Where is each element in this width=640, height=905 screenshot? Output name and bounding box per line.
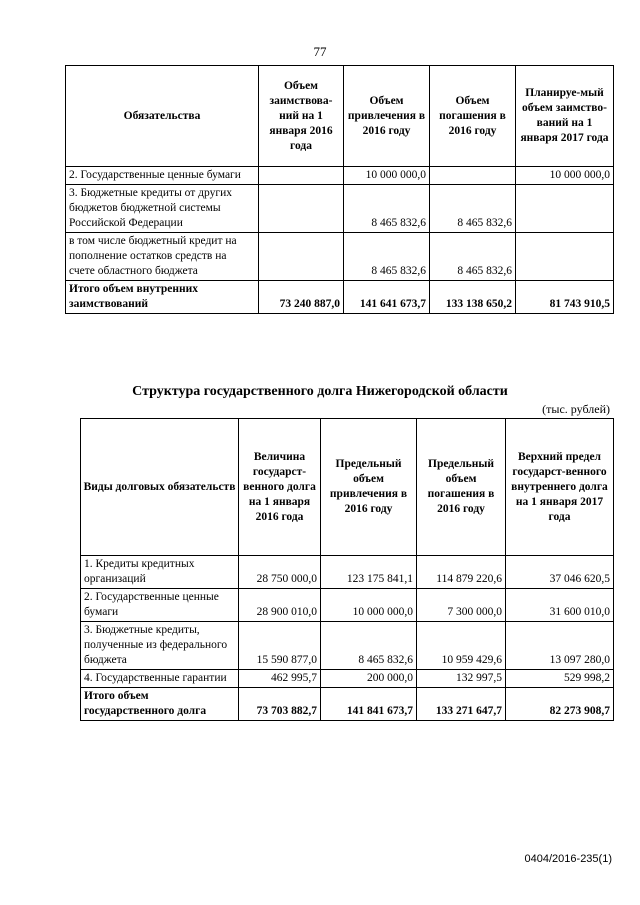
column-header: Виды долговых обязательств [81, 419, 239, 556]
column-header: Обязательства [66, 66, 259, 167]
row-label: Итого объем государственного долга [81, 688, 239, 721]
table-cell [430, 167, 516, 185]
document-code: 0404/2016-235(1) [524, 853, 612, 865]
table-cell: 133 271 647,7 [417, 688, 506, 721]
column-header: Верхний предел государст-венного внутреннего долга на 1 января 2017 года [506, 419, 614, 556]
table-cell: 28 900 010,0 [239, 589, 321, 622]
table-cell: 10 959 429,6 [417, 622, 506, 670]
table-cell: 141 841 673,7 [321, 688, 417, 721]
table-cell: 8 465 832,6 [344, 233, 430, 281]
table-row [66, 233, 614, 281]
row-label: в том числе бюджетный кредит на пополнение остатков средств на счете областного бюджета [66, 233, 259, 281]
table-cell: 73 703 882,7 [239, 688, 321, 721]
table-cell: 132 997,5 [417, 670, 506, 688]
table-cell [259, 185, 344, 233]
table-cell: 200 000,0 [321, 670, 417, 688]
borrowings-table [65, 65, 614, 314]
column-header: Планируе-мый объем заимство-ваний на 1 января 2017 года [516, 66, 614, 167]
section-title: Структура государственного долга Нижегородской области [132, 384, 508, 399]
table-header-row [81, 419, 614, 556]
table-cell: 82 273 908,7 [506, 688, 614, 721]
table-cell: 529 998,2 [506, 670, 614, 688]
table-cell: 8 465 832,6 [430, 233, 516, 281]
table-row [81, 670, 614, 688]
table-cell: 37 046 620,5 [506, 556, 614, 589]
table-cell: 7 300 000,0 [417, 589, 506, 622]
row-label: 2. Государственные ценные бумаги [66, 167, 259, 185]
table-cell [259, 167, 344, 185]
table-cell: 10 000 000,0 [516, 167, 614, 185]
table-cell: 8 465 832,6 [321, 622, 417, 670]
column-header: Объем привлечения в 2016 году [344, 66, 430, 167]
column-header: Объем заимствова-ний на 1 января 2016 года [259, 66, 344, 167]
table-cell: 13 097 280,0 [506, 622, 614, 670]
table-row [81, 622, 614, 670]
table-cell: 114 879 220,6 [417, 556, 506, 589]
table-cell [516, 233, 614, 281]
total-row [81, 688, 614, 721]
table-cell: 123 175 841,1 [321, 556, 417, 589]
row-label: 4. Государственные гарантии [81, 670, 239, 688]
table-cell: 141 641 673,7 [344, 281, 430, 314]
column-header: Величина государст-венного долга на 1 января 2016 года [239, 419, 321, 556]
table-row [66, 185, 614, 233]
column-header: Предельный объем погашения в 2016 году [417, 419, 506, 556]
table-cell: 10 000 000,0 [344, 167, 430, 185]
debt-structure-table [80, 418, 614, 721]
unit-label: (тыс. рублей) [542, 402, 610, 416]
row-label: 2. Государственные ценные бумаги [81, 589, 239, 622]
row-label: 3. Бюджетные кредиты, полученные из федерального бюджета [81, 622, 239, 670]
total-row [66, 281, 614, 314]
table-row [81, 589, 614, 622]
table-cell [259, 233, 344, 281]
table-cell: 73 240 887,0 [259, 281, 344, 314]
table-cell [516, 185, 614, 233]
table-cell: 8 465 832,6 [344, 185, 430, 233]
column-header: Предельный объем привлечения в 2016 году [321, 419, 417, 556]
row-label: Итого объем внутренних заимствований [66, 281, 259, 314]
table-cell: 81 743 910,5 [516, 281, 614, 314]
table-cell: 133 138 650,2 [430, 281, 516, 314]
table-cell: 462 995,7 [239, 670, 321, 688]
table-header-row [66, 66, 614, 167]
row-label: 1. Кредиты кредитных организаций [81, 556, 239, 589]
table-cell: 15 590 877,0 [239, 622, 321, 670]
table-cell: 31 600 010,0 [506, 589, 614, 622]
column-header: Объем погашения в 2016 году [430, 66, 516, 167]
row-label: 3. Бюджетные кредиты от других бюджетов бюджетной системы Российской Федерации [66, 185, 259, 233]
table-cell: 28 750 000,0 [239, 556, 321, 589]
table-row [81, 556, 614, 589]
page-number: 77 [313, 44, 327, 59]
table-cell: 10 000 000,0 [321, 589, 417, 622]
table-cell: 8 465 832,6 [430, 185, 516, 233]
table-row [66, 167, 614, 185]
